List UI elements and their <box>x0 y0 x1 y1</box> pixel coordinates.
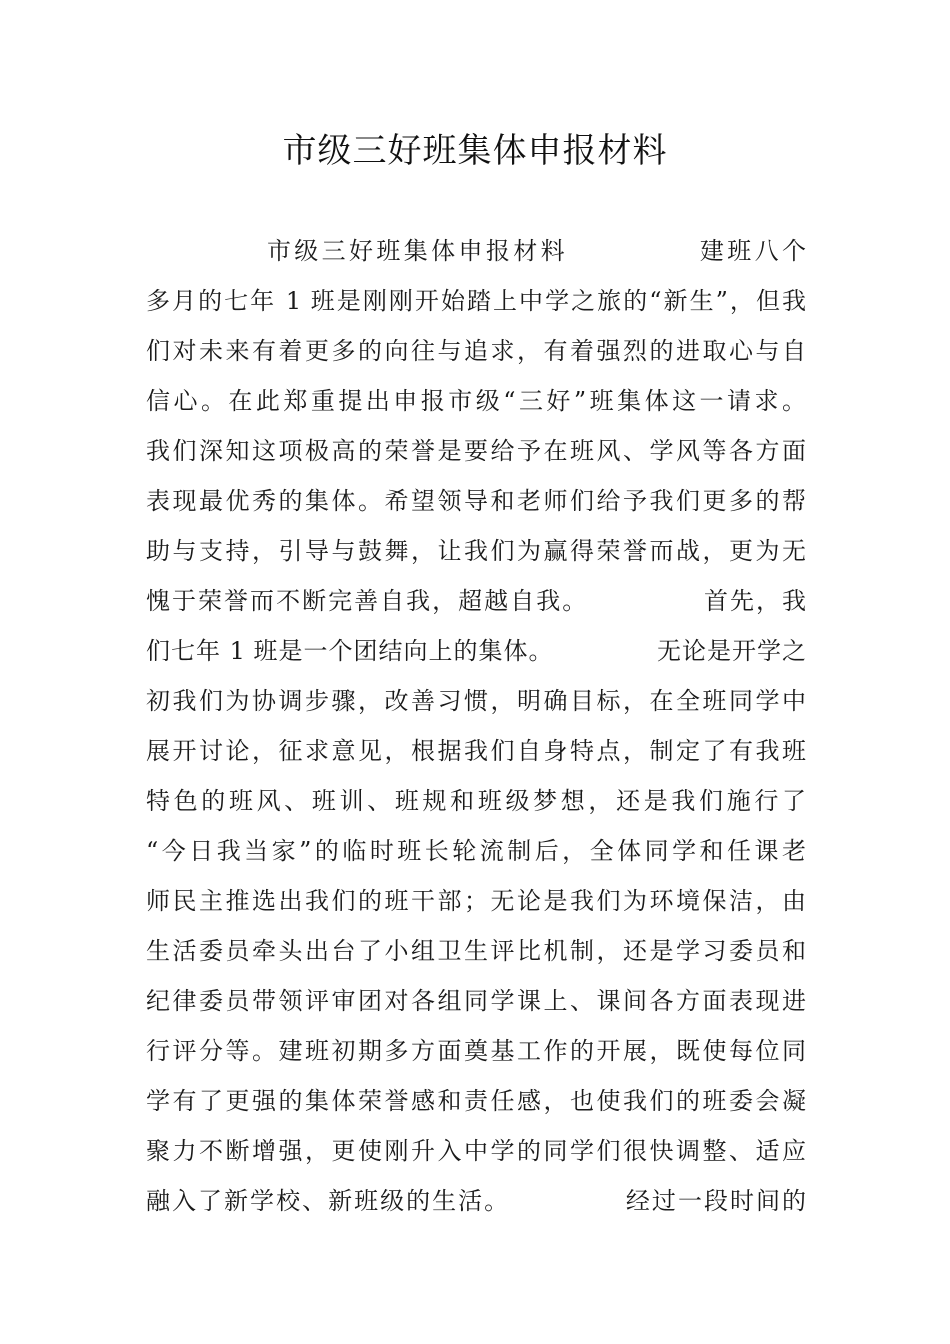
body-line: 市级三好班集体申报材料 建班八个 <box>146 237 806 265</box>
body-line: 学有了更强的集体荣誉感和责任感，也使我们的班委会凝 <box>146 1087 806 1115</box>
body-line: 师民主推选出我们的班干部；无论是我们为环境保洁，由 <box>146 887 806 915</box>
body-line: 生活委员牵头出台了小组卫生评比机制，还是学习委员和 <box>146 937 806 965</box>
body-line: 融入了新学校、新班级的生活。 经过一段时间的 <box>146 1187 806 1215</box>
body-line: 多月的七年 1 班是刚刚开始踏上中学之旅的“新生”，但我 <box>146 287 806 315</box>
body-line: 聚力不断增强，更使刚升入中学的同学们很快调整、适应 <box>146 1137 806 1165</box>
body-line: 愧于荣誉而不断完善自我，超越自我。 首先，我 <box>146 587 806 615</box>
document-title: 市级三好班集体申报材料 <box>282 131 668 171</box>
body-line: 我们深知这项极高的荣誉是要给予在班风、学风等各方面 <box>146 437 806 465</box>
body-line: 助与支持，引导与鼓舞，让我们为赢得荣誉而战，更为无 <box>146 537 806 565</box>
body-line: 纪律委员带领评审团对各组同学课上、课间各方面表现进 <box>146 987 806 1015</box>
body-line: 表现最优秀的集体。希望领导和老师们给予我们更多的帮 <box>146 487 806 515</box>
document-body <box>146 226 806 1226</box>
body-line: 初我们为协调步骤，改善习惯，明确目标，在全班同学中 <box>146 687 806 715</box>
body-line: 们对未来有着更多的向往与追求，有着强烈的进取心与自 <box>146 337 806 365</box>
body-line: 特色的班风、班训、班规和班级梦想，还是我们施行了 <box>146 787 806 815</box>
body-line: 信心。在此郑重提出申报市级“三好”班集体这一请求。 <box>146 387 806 415</box>
body-line: 们七年 1 班是一个团结向上的集体。 无论是开学之 <box>146 637 806 665</box>
body-line: 行评分等。建班初期多方面奠基工作的开展，既使每位同 <box>146 1037 806 1065</box>
body-line: 展开讨论，征求意见，根据我们自身特点，制定了有我班 <box>146 737 806 765</box>
body-line: “今日我当家”的临时班长轮流制后，全体同学和任课老 <box>146 837 806 865</box>
